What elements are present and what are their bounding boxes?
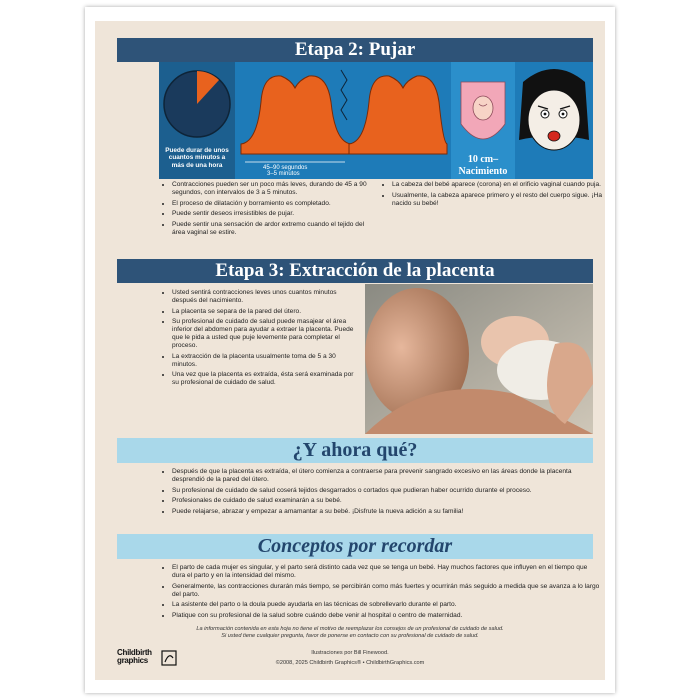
break-mark xyxy=(341,70,347,120)
handout-sheet xyxy=(85,7,615,693)
list-item: • Profesionales de cuidado de salud examinarán a su bebé. xyxy=(172,497,602,505)
list-item: • La extracción de la placenta usualmente toma de 5 a 30 minutos. xyxy=(172,353,360,369)
list-item: • El parto de cada mujer es singular, y el parto será distinto cada vez que se tenga un bebé. Hay muchos factores que influyen en el tiempo que dura el parto y en la intensidad del mismo. xyxy=(172,564,602,580)
stage3-banner xyxy=(117,259,593,283)
stage3-title: Etapa 3: Extracción de la placenta xyxy=(215,260,495,281)
disclaimer xyxy=(95,626,605,640)
interval-label: 3–5 minutos xyxy=(267,171,300,177)
contraction-waves xyxy=(239,62,449,179)
copyright-line: ©2008, 2025 Childbirth Graphics® • ChildbirthGraphics.com xyxy=(275,660,425,666)
stage2-list-right xyxy=(381,181,602,210)
birth-label-2: Nacimiento xyxy=(458,166,508,177)
list-item: • Puede relajarse, abrazar y empezar a amamantar a su bebé. ¡Disfrute la nueva adición a su familia! xyxy=(172,508,602,516)
now-list xyxy=(161,468,602,518)
logo-line-2: graphics xyxy=(117,656,148,665)
list-item: • Generalmente, las contracciones durarán más tiempo, se percibirán como más fuertes y ocurrirán más seguido a medida que se avanza a lo largo del parto. xyxy=(172,583,602,599)
list-item: • Platique con su profesional de la salud sobre cuándo debe venir al hospital o centro de maternidad. xyxy=(172,612,602,620)
stage2-list-left xyxy=(161,181,368,239)
now-title: ¿Y ahora qué? xyxy=(292,439,418,461)
concepts-banner xyxy=(117,534,593,559)
childbirth-graphics-logo xyxy=(117,649,197,671)
crowning-illustration xyxy=(451,74,515,154)
clock-icon xyxy=(159,66,235,146)
clock-caption: Puede durar de unos cuantos minutos a más de una hora xyxy=(165,147,229,169)
now-banner xyxy=(117,438,593,463)
list-item: • Usted sentirá contracciones leves unos cuantos minutos después del nacimiento. xyxy=(172,289,360,305)
list-item: • Usualmente, la cabeza aparece primero y el resto del cuerpo sigue. ¡Ha nacido su bebé! xyxy=(392,192,602,208)
list-item: • La placenta se separa de la pared del útero. xyxy=(172,308,360,316)
stage2-banner xyxy=(117,38,593,62)
stage3-list xyxy=(161,289,360,390)
birth-label-1: 10 cm– xyxy=(467,154,499,165)
list-item: • El proceso de dilatación y borramiento es completado. xyxy=(172,200,368,208)
mother-newborn-photo xyxy=(365,284,593,434)
list-item: • Puede sentir una sensación de ardor extremo cuando el tejido del área vaginal se estire. xyxy=(172,221,368,237)
handout-page xyxy=(95,21,605,680)
logo-mark-icon xyxy=(161,650,177,666)
list-item: • La asistente del parto o la doula puede ayudarla en las técnicas de sobrellevarlo durante el parto. xyxy=(172,601,602,609)
stage2-illustration-strip xyxy=(159,62,593,179)
concepts-list xyxy=(161,564,602,622)
list-item: • Su profesional de cuidado de salud coserá tejidos desgarrados o cortados que pudieran haber ocurrido durante el proceso. xyxy=(172,487,602,495)
list-item: • Su profesional de cuidado de salud puede masajear el área inferior del abdomen para ayudar a extraer la placenta. Puede que le pida a usted que puje levemente para completar el proceso. xyxy=(172,318,360,350)
list-item: • La cabeza del bebé aparece (corona) en el orificio vaginal cuando puja. xyxy=(392,181,602,189)
list-item: • Puede sentir deseos irresistibles de pujar. xyxy=(172,210,368,218)
disclaimer-line-1: La información contenida en esta hoja no tiene el motivo de reemplazar los consejos de un profesional de cuidado de salud. xyxy=(196,626,504,632)
stage2-title: Etapa 2: Pujar xyxy=(294,39,416,60)
contraction-wave-1 xyxy=(241,76,351,154)
list-item: • Después de que la placenta es extraída, el útero comienza a contraerse para prevenir sangrado excesivo en las áreas donde la placenta desprendió de la pared del útero. xyxy=(172,468,602,484)
duration-label: 45–90 segundos xyxy=(263,165,308,171)
disclaimer-line-2: Si usted tiene cualquier pregunta, favor de ponerse en contacto con su profesional de cuidado de salud. xyxy=(221,633,479,639)
contraction-wave-2 xyxy=(349,76,447,154)
logo-line-1: Childbirth xyxy=(117,648,152,657)
list-item: • Una vez que la placenta es extraída, ésta será examinada por su profesional de cuidado de salud. xyxy=(172,371,360,387)
clock-panel xyxy=(159,62,235,179)
illustration-credit: Ilustraciones por Bill Finewood. xyxy=(311,650,389,656)
list-item: • Contracciones pueden ser un poco más leves, durando de 45 a 90 segundos, con intervalos de 3 a 5 minutos. xyxy=(172,181,368,197)
birth-panel xyxy=(451,62,515,179)
concepts-title: Conceptos por recordar xyxy=(257,535,453,557)
straining-face-illustration xyxy=(515,62,593,179)
